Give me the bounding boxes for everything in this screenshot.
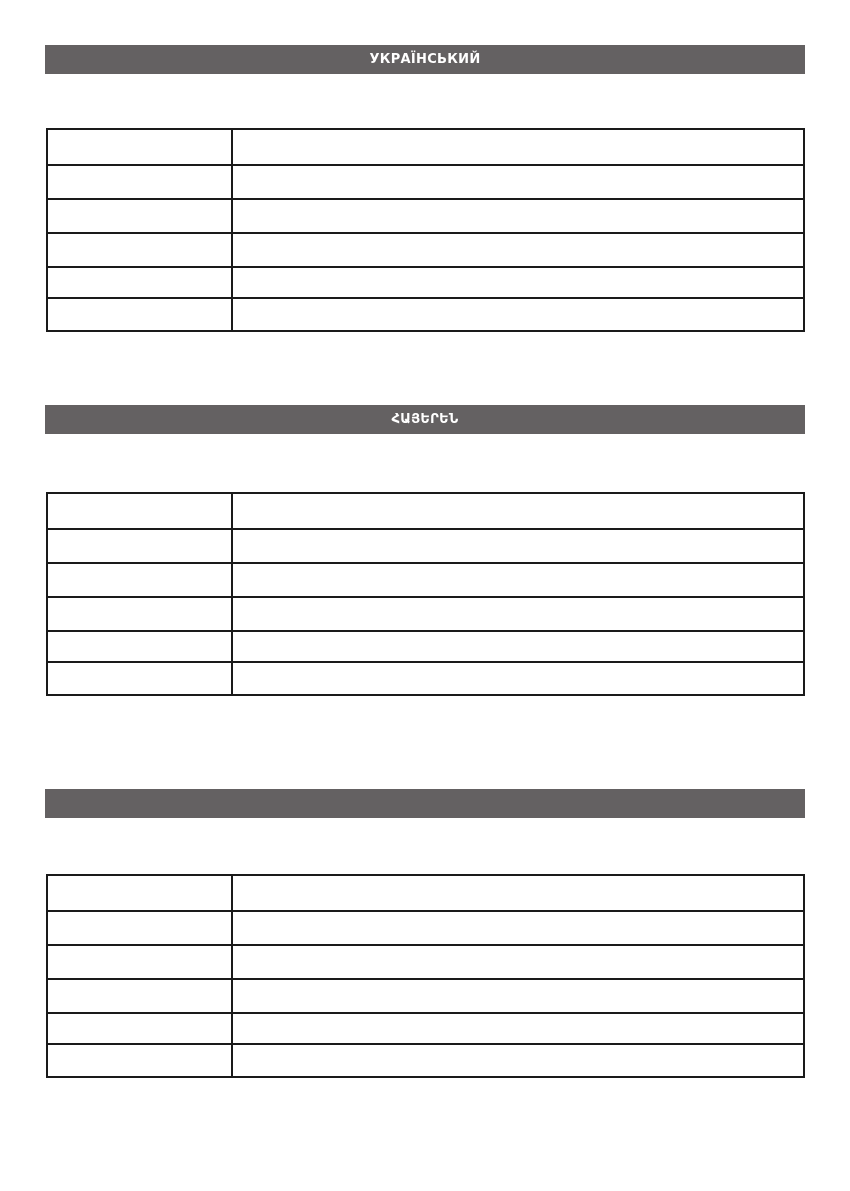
table-cell — [47, 165, 232, 199]
section-header-blank — [45, 789, 805, 818]
section-header-ukrainian — [45, 45, 805, 74]
table-cell — [47, 979, 232, 1013]
table-cell — [232, 298, 804, 331]
table-row — [47, 597, 804, 631]
section-title: ՀԱՅԵՐԵՆ — [391, 412, 459, 427]
table-cell — [47, 631, 232, 662]
table-row — [47, 979, 804, 1013]
table-cell — [47, 563, 232, 597]
table-row — [47, 945, 804, 979]
table-cell — [232, 165, 804, 199]
table-cell — [232, 875, 804, 911]
table-cell — [47, 267, 232, 298]
table-row — [47, 875, 804, 911]
table-cell — [47, 529, 232, 563]
table-row — [47, 1044, 804, 1077]
table-row — [47, 129, 804, 165]
section-title: УКРАЇНСЬКИЙ — [369, 52, 481, 67]
table-cell — [232, 911, 804, 945]
table-cell — [232, 233, 804, 267]
table-ukrainian — [46, 128, 805, 332]
table-cell — [47, 199, 232, 233]
section-header-armenian — [45, 405, 805, 434]
table-cell — [47, 1044, 232, 1077]
table-cell — [47, 597, 232, 631]
table-cell — [232, 945, 804, 979]
table-cell — [47, 129, 232, 165]
table-cell — [47, 1013, 232, 1044]
table-cell — [232, 1013, 804, 1044]
table-cell — [232, 493, 804, 529]
table-row — [47, 267, 804, 298]
table-cell — [232, 199, 804, 233]
table-cell — [232, 662, 804, 695]
table-cell — [232, 1044, 804, 1077]
table-armenian — [46, 492, 805, 696]
table-cell — [232, 563, 804, 597]
table-row — [47, 631, 804, 662]
table-cell — [47, 233, 232, 267]
table-cell — [47, 875, 232, 911]
table-cell — [47, 298, 232, 331]
table-row — [47, 493, 804, 529]
table-row — [47, 199, 804, 233]
table-cell — [47, 911, 232, 945]
table-row — [47, 165, 804, 199]
table-cell — [232, 129, 804, 165]
table-cell — [232, 267, 804, 298]
table-row — [47, 563, 804, 597]
table-row — [47, 1013, 804, 1044]
table-cell — [232, 631, 804, 662]
table-cell — [47, 662, 232, 695]
table-cell — [47, 945, 232, 979]
table-cell — [47, 493, 232, 529]
table-blank — [46, 874, 805, 1078]
table-row — [47, 298, 804, 331]
table-cell — [232, 597, 804, 631]
table-row — [47, 911, 804, 945]
table-cell — [232, 529, 804, 563]
table-row — [47, 233, 804, 267]
table-cell — [232, 979, 804, 1013]
table-row — [47, 662, 804, 695]
table-row — [47, 529, 804, 563]
